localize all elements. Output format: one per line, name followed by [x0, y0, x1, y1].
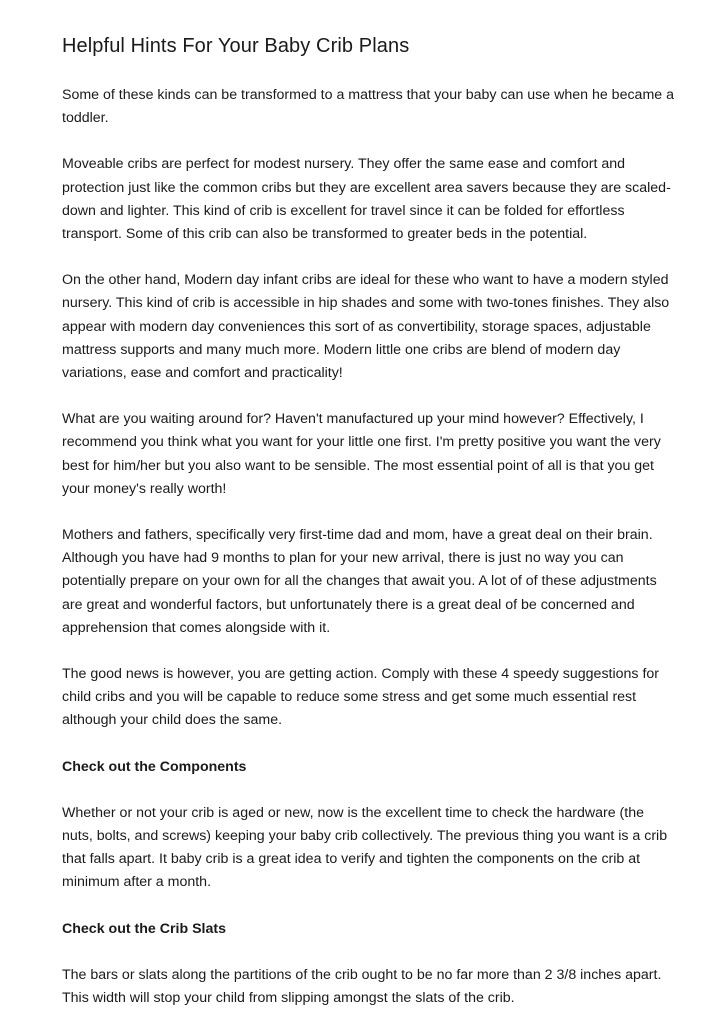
- paragraph: The good news is however, you are getting action. Comply with these 4 speedy suggestions for child cribs and you will be capable to reduce some stress and get some much essential rest although your child does the same.: [62, 666, 660, 729]
- section-heading-crib-slats: Check out the Crib Slats: [62, 920, 226, 937]
- section-text-components: Whether or not your crib is aged or new, now is the excellent time to check the hardware (the nuts, bolts, and screws) keeping your baby crib collectively. The previous thing you want is a crib that falls apart. It baby crib is a great idea to verify and tighten the components on the crib at minimum after a month.: [62, 804, 668, 891]
- paragraph: What are you waiting around for? Haven't manufactured up your mind however? Effectively, I recommend you think what you want for your little one first. I'm pretty positive you want the very best for him/her but you also want to be sensible. The most essential point of all is that you get your money's really worth!: [62, 411, 661, 497]
- paragraph: Some of these kinds can be transformed to a mattress that your baby can use when he became a toddler.: [62, 87, 674, 127]
- paragraph: Moveable cribs are perfect for modest nursery. They offer the same ease and comfort and protection just like the common cribs but they are excellent area savers because they are scaled-down and lighter. This kind of crib is excellent for travel since it can be folded for effortless transport. Some of this crib can also be transformed to greater beds in the potential.: [62, 156, 671, 243]
- paragraph: Mothers and fathers, specifically very first-time dad and mom, have a great deal on their brain. Although you have had 9 months to plan for your new arrival, there is just no way you can potentially prepare on your own for all the changes that await you. A lot of of these adjustments are great and wonderful factors, but unfortunately there is a great deal of be concerned and apprehension that comes alongside with it.: [62, 527, 657, 636]
- paragraph: On the other hand, Modern day infant cribs are ideal for these who want to have a modern styled nursery. This kind of crib is accessible in hip shades and some with two-tones finishes. They also appear with modern day conveniences this sort of as convertibility, storage spaces, adjustable mattress supports and many much more. Modern little one cribs are blend of modern day variations, ease and comfort and practicality!: [62, 272, 670, 382]
- document-title: Helpful Hints For Your Baby Crib Plans: [62, 35, 410, 57]
- section-text-crib-slats: The bars or slats along the partitions of the crib ought to be no far more than 2 3/8 inches apart. This width will stop your child from slipping amongst the slats of the crib.: [62, 966, 662, 1007]
- document-page: [62, 34, 674, 1033]
- section-heading-components: Check out the Components: [62, 758, 247, 775]
